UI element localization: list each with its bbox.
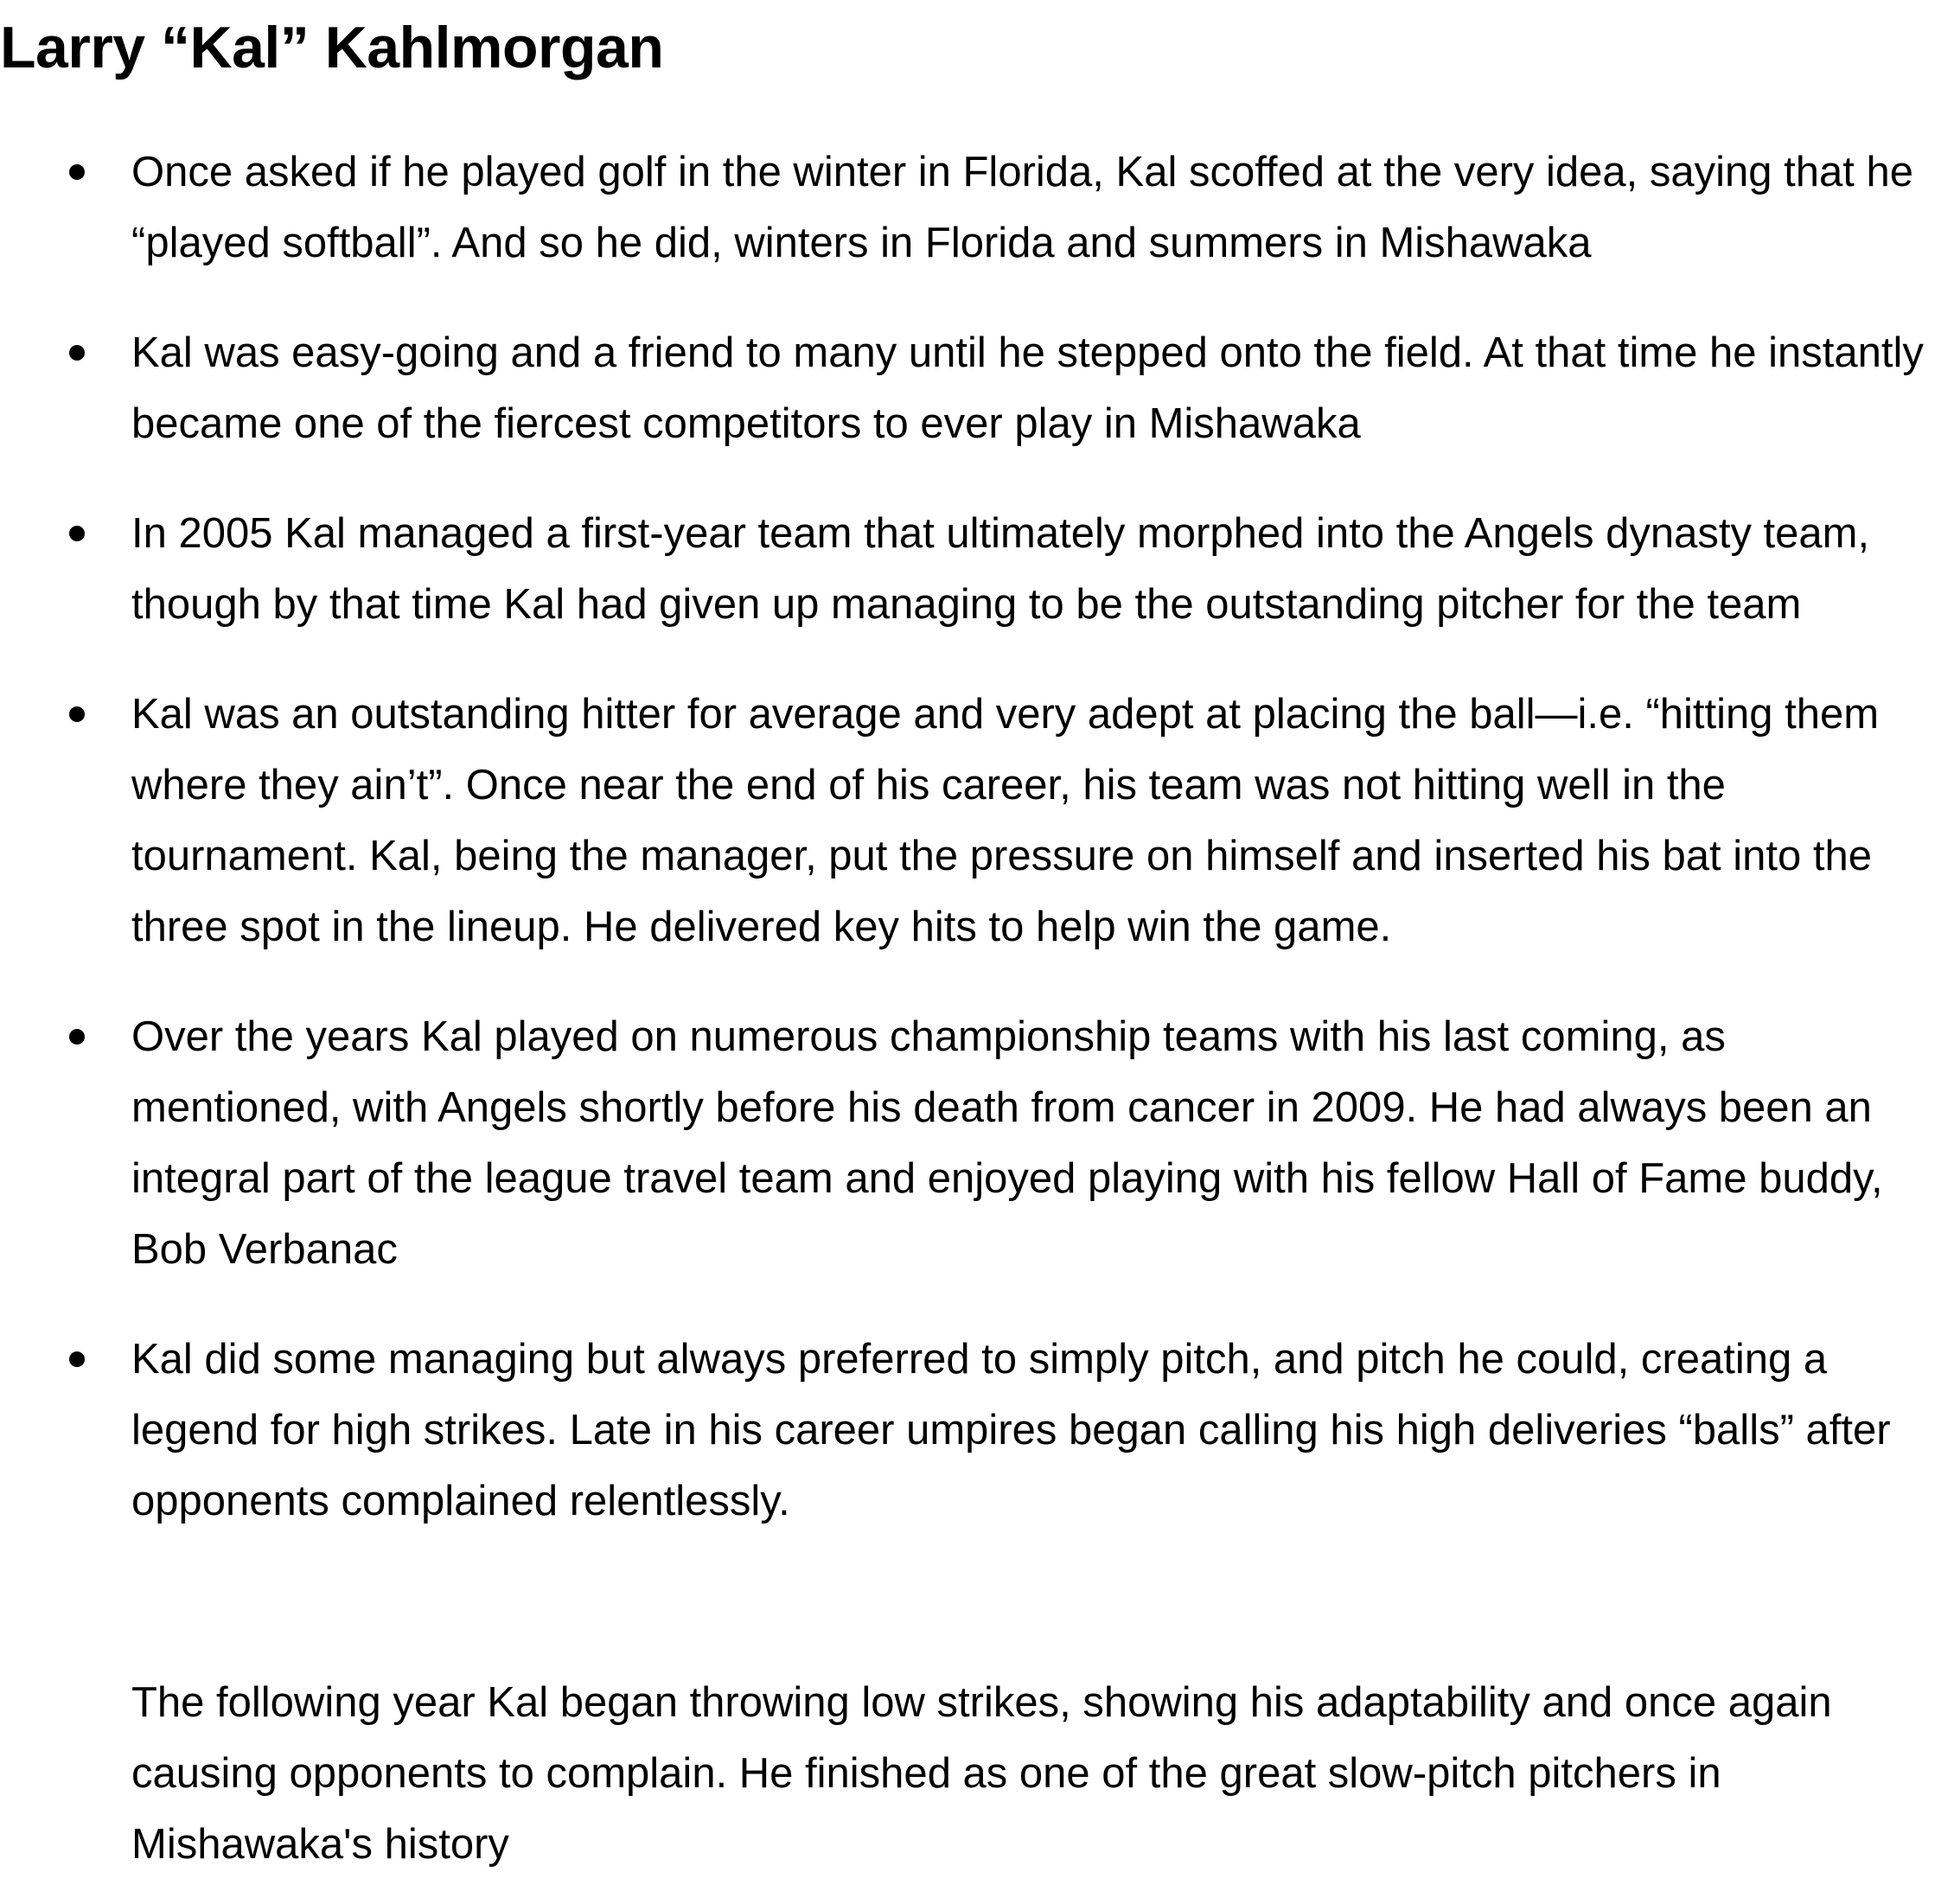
bullet-text: Kal did some managing but always preferred to simply pitch, and pitch he could, creating a legend for high strikes. Late in his career umpires began calling his high deliveries “balls” after opponents complained relentlessly. (131, 1336, 1891, 1524)
bullet-text: Kal was easy-going and a friend to many until he stepped onto the field. At that time he instantly became one of the fiercest competitors to ever play in Mishawaka (131, 329, 1924, 447)
bullet-list (0, 137, 1954, 1575)
bullet-text: Over the years Kal played on numerous championship teams with his last coming, as mentioned, with Angels shortly before his death from cancer in 2009. He had always been an integral part of the league travel team and enjoyed playing with his fellow Hall of Fame buddy, Bob Verbanac (131, 1013, 1883, 1273)
bullet-item (0, 137, 1940, 278)
bullet-icon (69, 164, 85, 180)
document-title: Larry “Kal” Kahlmorgan (0, 15, 664, 80)
bullet-icon (69, 1029, 85, 1045)
bullet-text: In 2005 Kal managed a first-year team that ultimately morphed into the Angels dynasty team, though by that time Kal had given up managing to be the outstanding pitcher for the team (131, 510, 1870, 628)
bullet-item (0, 1001, 1940, 1285)
bullet-icon (69, 1351, 85, 1367)
bullet-item (0, 679, 1940, 962)
bullet-text: Kal was an outstanding hitter for average and very adept at placing the ball—i.e. “hitting them where they ain’t”. Once near the end of his career, his team was not hitting well in the tournament. Kal, being the manager, put the pressure on himself and inserted his bat into the three spot in the lineup. He delivered key hits to help win the game. (131, 691, 1880, 950)
bullet-icon (69, 706, 85, 722)
bullet-item (0, 498, 1940, 640)
bullet-item (0, 1324, 1940, 1537)
bullet-icon (69, 526, 85, 541)
bullet-icon (69, 345, 85, 361)
bullet-item (0, 317, 1940, 459)
continuation-paragraph: The following year Kal began throwing low strikes, showing his adaptability and once again causing opponents to complain. He finished as one of the great slow-pitch pitchers in Mishawaka's history (131, 1679, 1832, 1868)
bullet-text: Once asked if he played golf in the winter in Florida, Kal scoffed at the very idea, saying that he “played softball”. And so he did, winters in Florida and summers in Mishawaka (131, 149, 1914, 266)
